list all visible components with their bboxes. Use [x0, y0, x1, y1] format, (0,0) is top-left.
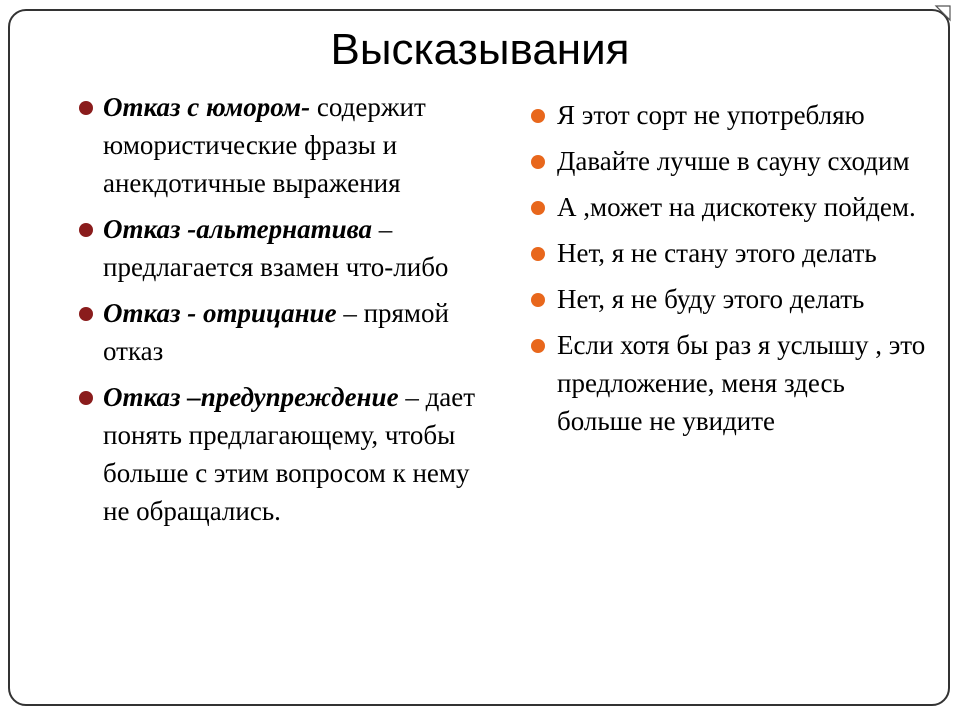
bullet-icon — [531, 247, 545, 261]
refusal-term: Отказ -альтернатива — [103, 214, 372, 244]
list-item — [527, 326, 927, 440]
refusal-description: содержит юмористические фразы и анекдотичные выражения — [103, 92, 426, 198]
list-item — [527, 188, 927, 226]
example-phrase: А ,может на дискотеку пойдем. — [557, 192, 916, 222]
list-item — [527, 96, 927, 134]
list-item — [77, 210, 482, 286]
refusal-term: Отказ - отрицание — [103, 298, 337, 328]
example-phrase: Давайте лучше в сауну сходим — [557, 146, 910, 176]
example-phrase: Нет, я не стану этого делать — [557, 238, 877, 268]
list-item — [77, 378, 482, 530]
list-item — [527, 234, 927, 272]
list-item — [77, 88, 482, 202]
example-phrase: Нет, я не буду этого делать — [557, 284, 865, 314]
bullet-icon — [79, 307, 93, 321]
page-curl-icon — [934, 4, 952, 22]
list-item — [77, 294, 482, 370]
refusal-term: Отказ –предупреждение — [103, 382, 399, 412]
slide-title: Высказывания — [330, 25, 630, 74]
refusal-description: – прямой отказ — [103, 298, 449, 366]
bullet-icon — [531, 293, 545, 307]
list-item — [527, 280, 927, 318]
refusal-term: Отказ с юмором- — [103, 92, 311, 122]
refusal-description: – дает понять предлагающему, чтобы больше с этим вопросом к нему не обращались. — [103, 382, 476, 526]
bullet-icon — [531, 339, 545, 353]
example-phrase: Я этот сорт не употребляю — [557, 100, 865, 130]
bullet-icon — [531, 201, 545, 215]
bullet-icon — [79, 391, 93, 405]
bullet-icon — [79, 101, 93, 115]
bullet-icon — [531, 155, 545, 169]
refusal-description: – предлагается взамен что-либо — [103, 214, 449, 282]
example-phrase: Если хотя бы раз я услышу , это предложение, меня здесь больше не увидите — [557, 330, 926, 436]
bullet-icon — [531, 109, 545, 123]
example-phrases-list — [527, 96, 927, 448]
refusal-types-list — [77, 88, 482, 538]
list-item — [527, 142, 927, 180]
bullet-icon — [79, 223, 93, 237]
